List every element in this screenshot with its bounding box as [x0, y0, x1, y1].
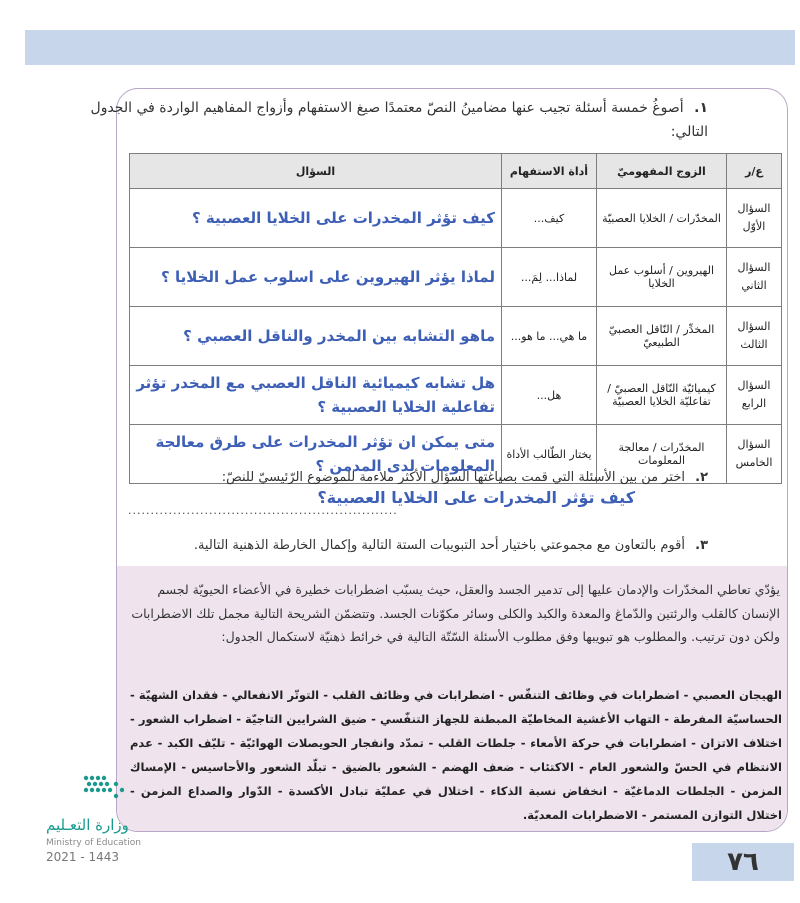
- answer-dots-line: ............................................................: [128, 504, 398, 517]
- disorders-list: الهيجان العصبي - اضطرابات في وظائف التنفّس - اضطرابات في وظائف القلب - التوتّر الانفعالي - فقدان الشهيّة - الحساسيّة المفرطة - التهاب الأغشية المخاطيّة المبطنة للجهاز التنفّسي - ضيق الشرايين التاجيّة - اضطراب الشعور - اختلاف الاتزان - اضطرابات في حركة الأمعاء - جلطات القلب - تمدّد وانفجار الحويصلات الهوائيّة - تليّف الكبد - عدم الانتظام في الحسّ والشعور العام - الاكتئاب - ضعف الهضم - الشعور بالضيق - تبلّد الشعور والأحاسيس - الإمساك المزمن - الجلطات الدماغيّة - انخفاض نسبة الذكاء - اختلال في عمليّة تبادل الأكسدة - الدّوار والصداع المزمن - اختلال التوازن المستمر - الاضطرابات المعديّة.: [130, 688, 782, 822]
- question-answer-cell[interactable]: لماذا يؤثر الهيروين على اسلوب عمل الخلايا ؟: [130, 248, 502, 307]
- table-row: [130, 307, 782, 366]
- question-3-text: أقوم بالتعاون مع مجموعتي باختيار أحد التبويبات الستة التالية وإكمال الخارطة الذهنية التالية.: [193, 538, 685, 553]
- header-tool: أداة الاستفهام: [502, 154, 597, 189]
- edition-year: 2021 - 1443: [46, 850, 120, 864]
- question-answer-cell[interactable]: متى يمكن ان تؤثر المخدرات على طرق معالجة المعلومات لدى المدمن ؟: [130, 425, 502, 484]
- table-row: [130, 366, 782, 425]
- table-row: [130, 248, 782, 307]
- tool-cell: كيف...: [502, 189, 597, 248]
- seq-label: السؤال: [737, 379, 771, 392]
- seq-label: السؤال: [737, 261, 771, 274]
- header-question: السؤال: [130, 154, 502, 189]
- ministry-name-ar: وزارة التعـليم: [46, 816, 129, 834]
- table-row: [130, 189, 782, 248]
- pair-cell: المخدّرات / الخلايا العصبيّة: [597, 189, 727, 248]
- header-seq: ع/ر: [727, 154, 782, 189]
- seq-label: السؤال: [737, 202, 771, 215]
- question-1-number: ١.: [694, 100, 708, 116]
- page-number: ٧٦: [692, 843, 794, 881]
- question-1-text: أصوغُ خمسة أسئلة تجيب عنها مضامينُ النصّ معتمدًا صيغ الاستفهام وأزواج المفاهيم الواردة في الجدول التالي:: [90, 100, 708, 140]
- info-paragraph: يؤدّي تعاطي المخدّرات والإدمان عليها إلى تدمير الجسد والعقل، حيث يسبّب اضطرابات خطيرة في الأعضاء الحيويّة لجسم الإنسان كالقلب والرئتين والدّماغ والمعدة والكبد والكلى وسائر مكوّنات الجسد. وتتضمّن الشريحة التالية مجمل تلك الاضطرابات ولكن دون ترتيب. والمطلوب هو تبويبها وفق مطلوب الأسئلة السّتّة التالية في خرائط ذهنيّة لاستكمال الجدول:: [131, 582, 780, 644]
- header-pair: الزوج المفهوميّ: [597, 154, 727, 189]
- question-1: [68, 96, 708, 144]
- header-band: [25, 30, 795, 65]
- question-2-text: اختر من بين الأسئلة التي قمت بصياغتها السؤال الأكثر ملاءمة للموضوع الرّئيسيّ للنصّ:: [221, 470, 685, 485]
- seq-cell: [727, 307, 782, 366]
- tool-cell: لماذا... لِمَ...: [502, 248, 597, 307]
- question-2-answer[interactable]: كيف تؤثر المخدرات على الخلايا العصبية؟: [317, 488, 635, 507]
- question-3: [68, 534, 708, 558]
- tool-cell: ما هي... ما هو...: [502, 307, 597, 366]
- tool-cell: يختار الطّالب الأداة: [502, 425, 597, 484]
- seq-ordinal: الخامس: [735, 456, 773, 469]
- tool-cell: هل...: [502, 366, 597, 425]
- ministry-logo-icon: [80, 770, 130, 804]
- question-answer-cell[interactable]: ماهو التشابه بين المخدر والناقل العصبي ؟: [130, 307, 502, 366]
- pair-cell: المخدِّر / النّاقل العصبيّ الطبيعيّ: [597, 307, 727, 366]
- seq-cell: [727, 425, 782, 484]
- seq-ordinal: الثاني: [741, 279, 767, 292]
- concepts-table: [129, 153, 782, 484]
- question-2: [68, 466, 708, 490]
- ministry-name-en: Ministry of Education: [46, 838, 141, 848]
- table-header-row: [130, 154, 782, 189]
- pair-cell: كيميائيّة النّاقل العصبيّ / تفاعليّة الخلايا العصبيّة: [597, 366, 727, 425]
- seq-ordinal: الثالث: [740, 338, 768, 351]
- question-3-number: ٣.: [695, 538, 708, 553]
- question-2-number: ٢.: [695, 470, 708, 485]
- seq-cell: [727, 248, 782, 307]
- question-answer-cell[interactable]: كيف تؤثر المخدرات على الخلايا العصبية ؟: [130, 189, 502, 248]
- seq-cell: [727, 189, 782, 248]
- question-answer-cell[interactable]: هل تشابه كيميائية الناقل العصبي مع المخدر تؤثر تفاعلية الخلايا العصبية ؟: [130, 366, 502, 425]
- seq-ordinal: الرابع: [741, 397, 767, 410]
- seq-label: السؤال: [737, 438, 771, 451]
- pair-cell: الهيروين / أسلوب عمل الخلايا: [597, 248, 727, 307]
- seq-ordinal: الأوّل: [742, 220, 766, 233]
- seq-cell: [727, 366, 782, 425]
- pair-cell: المخدّرات / معالجة المعلومات: [597, 425, 727, 484]
- seq-label: السؤال: [737, 320, 771, 333]
